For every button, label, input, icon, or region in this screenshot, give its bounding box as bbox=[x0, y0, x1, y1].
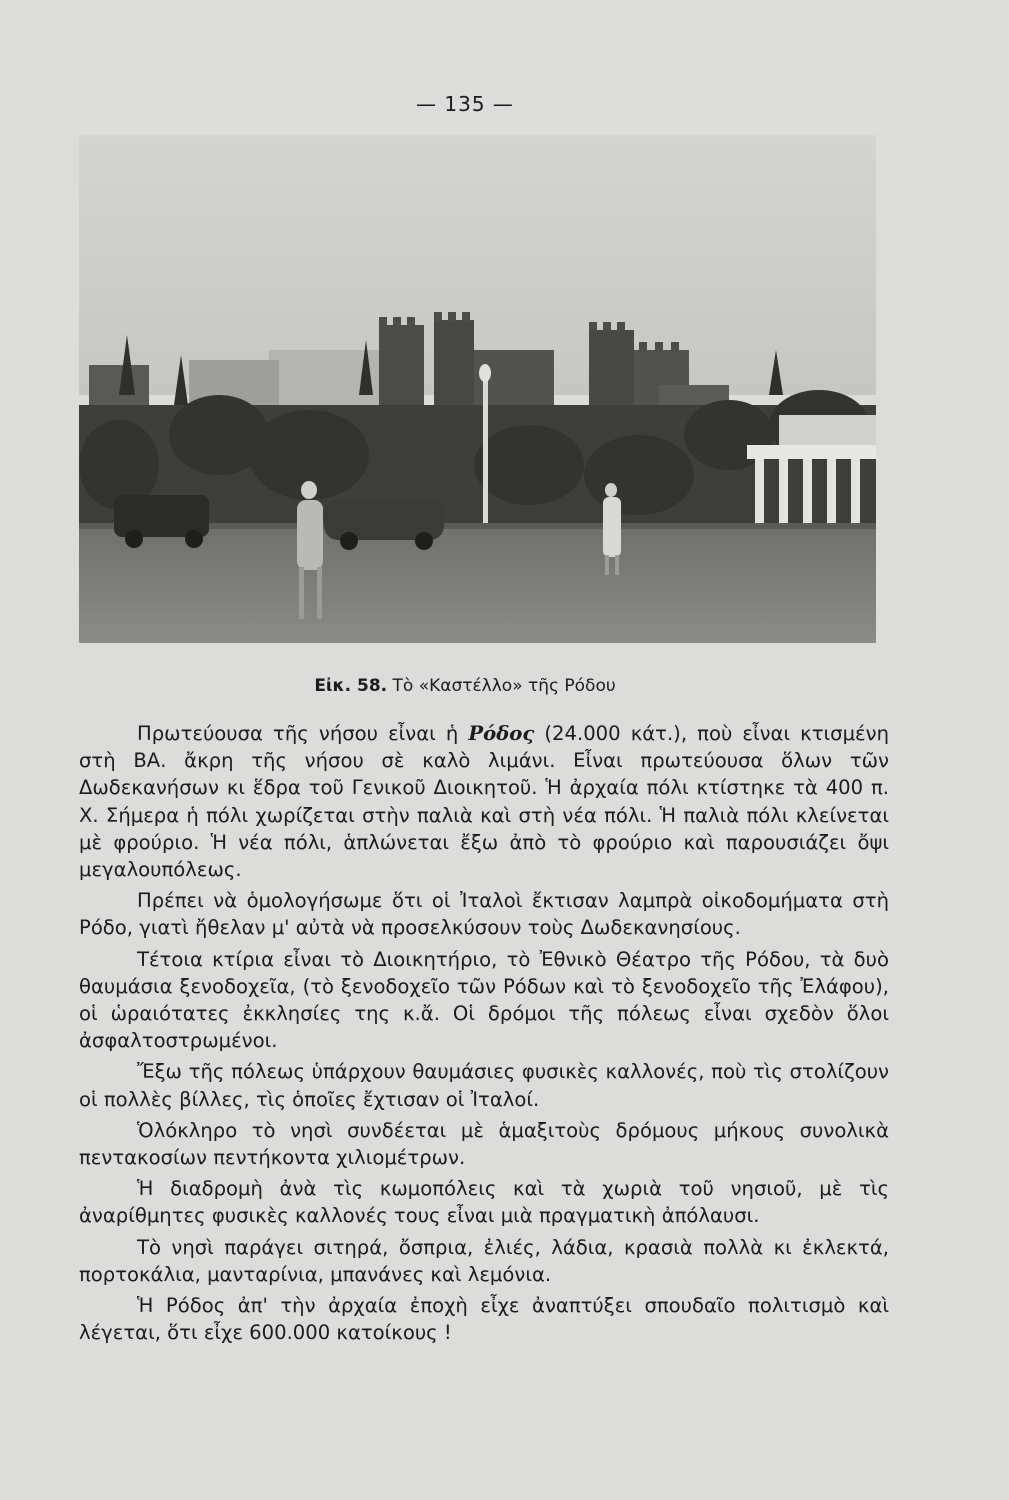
paragraph: Ἡ διαδρομὴ ἀνὰ τὶς κωμοπόλεις καὶ τὰ χωριὰ τοῦ νησιοῦ, μὲ τὶς ἀναρίθμητες φυσικὲς καλλονές τους εἶναι μιὰ πραγματικὴ ἀπόλαυσι. bbox=[79, 1177, 889, 1228]
paragraph: Τὸ νησὶ παράγει σιτηρά, ὄσπρια, ἐλιές, λάδια, κρασιὰ πολλὰ κι ἐκλεκτά, πορτοκάλια, μανταρίνια, μπανάνες καὶ λεμόνια. bbox=[79, 1235, 889, 1286]
paragraph: Τέτοια κτίρια εἶναι τὸ Διοικητήριο, τὸ Ἐθνικὸ Θέατρο τῆς Ρόδου, τὰ δυὸ θαυμάσια ξενοδοχεῖα, (τὸ ξενοδοχεῖο τῶν Ρόδων καὶ τὸ ξενοδοχεῖο τῆς Ἐλάφου), οἱ ὡραιότατες ἐκκλησίες της κ.ἄ. Οἱ δρόμοι τῆς πόλεως εἶναι σχεδὸν ὅλοι ἀσφαλτοστρωμένοι. bbox=[79, 947, 889, 1053]
paragraph-text: (24.000 κάτ.), ποὺ εἶναι κτισμένη στὴ ΒΑ. ἄκρη τῆς νήσου σὲ καλὸ λιμάνι. Εἶναι πρωτεύουσα ὅλων τῶν Δωδεκανήσων κι ἕδρα τοῦ Γενικοῦ Διοικητοῦ. Ἡ ἀρχαία πόλι κτίστηκε τὰ 400 π. Χ. Σήμερα ἡ πόλι χωρίζεται στὴν παλιὰ καὶ στὴ νέα πόλι. Ἡ παλιὰ πόλι κλείνεται μὲ φρούριο. Ἡ νέα πόλι, ἁπλώνεται ἔξω ἀπὸ τὸ φρούριο καὶ παρουσιάζει ὄψι μεγαλουπόλεως. bbox=[79, 722, 890, 882]
paragraph-text: Πρωτεύουσα τῆς νήσου εἶναι ἡ bbox=[137, 722, 469, 745]
castello-photograph bbox=[79, 135, 876, 643]
figure-caption-text: Τὸ «Καστέλλο» τῆς Ρόδου bbox=[392, 676, 616, 696]
body-text bbox=[79, 720, 889, 1346]
figure-label: Εἰκ. 58. bbox=[314, 676, 388, 696]
paragraph: Ἔξω τῆς πόλεως ὑπάρχουν θαυμάσιες φυσικὲς καλλονές, ποὺ τὶς στολίζουν οἱ πολλὲς βίλλες, τὶς ὁποῖες ἔχτισαν οἱ Ἰταλοί. bbox=[79, 1060, 889, 1111]
paragraph: Ἡ Ρόδος ἀπ' τὴν ἀρχαία ἐποχὴ εἶχε ἀναπτύξει σπουδαῖο πολιτισμὸ καὶ λέγεται, ὅτι εἶχε 600.000 κατοίκους ! bbox=[79, 1294, 889, 1345]
paragraph bbox=[79, 720, 889, 883]
photo-illustration bbox=[79, 135, 876, 643]
place-name: Ρόδος bbox=[468, 722, 535, 745]
figure-caption bbox=[0, 676, 930, 696]
paragraph: Ὁλόκληρο τὸ νησὶ συνδέεται μὲ ἁμαξιτοὺς δρόμους μήκους συνολικὰ πεντακοσίων πεντήκοντα χιλιομέτρων. bbox=[79, 1118, 889, 1170]
paragraph: Πρέπει νὰ ὁμολογήσωμε ὅτι οἱ Ἰταλοὶ ἔκτισαν λαμπρὰ οἰκοδομήματα στὴ Ρόδο, γιατὶ ἤθελαν μ' αὐτὰ νὰ προσελκύσουν τοὺς Δωδεκανησίους. bbox=[79, 889, 889, 940]
page-number: — 135 — bbox=[416, 92, 514, 116]
